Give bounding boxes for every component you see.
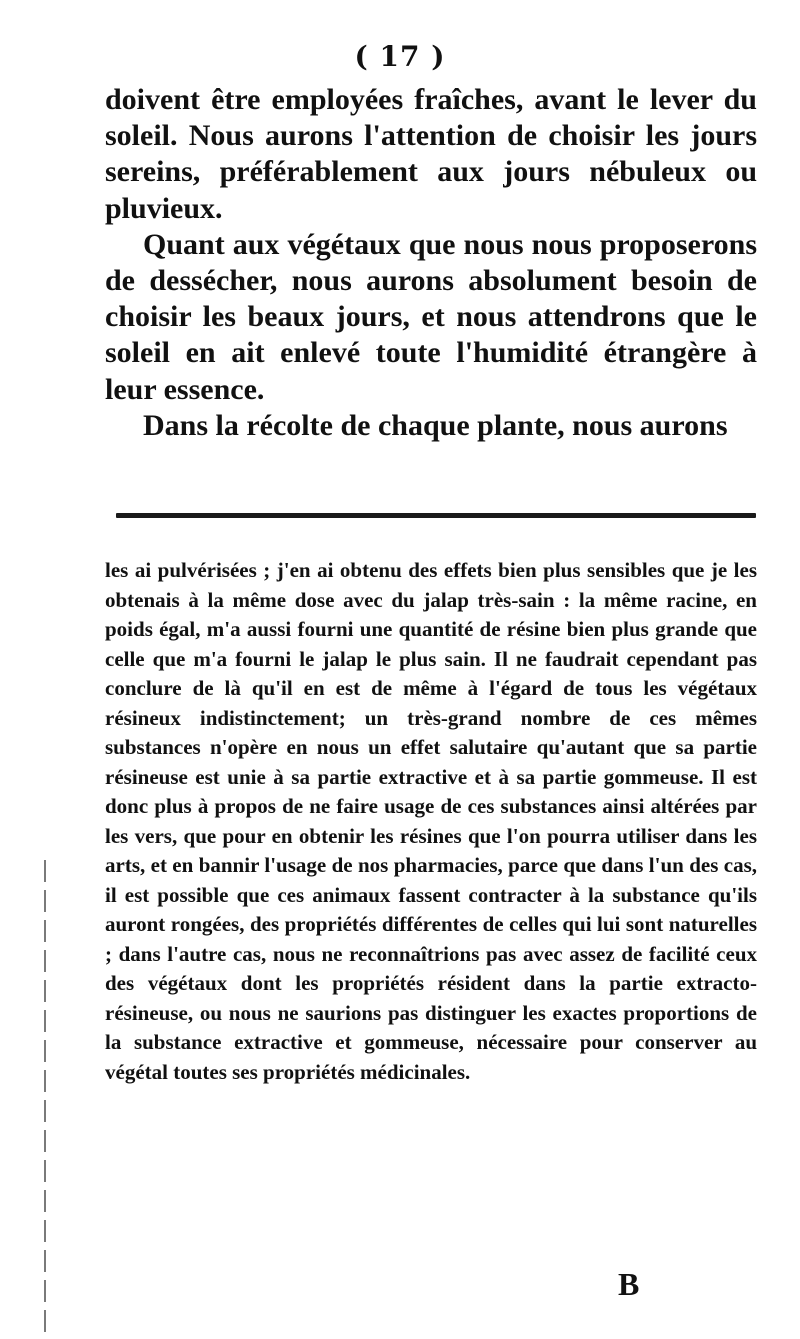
signature-mark: B [618,1266,640,1302]
body-paragraph-1: doivent être employées fraîches, avant le lever du soleil. Nous aurons l'attention de choisir les jours sereins, préférablement aux jours nébuleux ou pluvieux. [105,83,757,225]
footnote-separator-rule [116,513,756,518]
binding-margin-line [44,860,46,1339]
footnote [105,556,757,1087]
page-number: ( 17 ) [354,40,446,73]
footnote-text: les ai pulvérisées ; j'en ai obtenu des effets bien plus sensibles que je les obtenais à la même dose avec du jalap très-sain : la même racine, en poids égal, m'a aussi fourni une quantité de résine bien plus grande que celle que m'a fourni le jalap le plus sain. Il ne faudrait cependant pas conclure de là qu'il en est de même à l'égard de tous les végétaux résineux indistinctement; un très-grand nombre de ces mêmes substances n'opère en nous un effet salutaire qu'autant que sa partie résineuse est unie à sa partie extractive et à sa partie gommeuse. Il est donc plus à propos de ne faire usage de ces substances ainsi altérées par les vers, que pour en obtenir les résines que l'on pourra utiliser dans les arts, et en bannir l'usage de nos pharmacies, parce que dans l'un des cas, il est possible que ces animaux fassent contracter à la substance qu'ils auront rongées, des propriétés différentes de celles qui lui sont naturelles ; dans l'autre cas, nous ne reconnaîtrions pas avec assez de facilité ceux des végétaux dont les propriétés résident dans la partie extracto-résineuse, ou nous ne saurions pas distinguer les exactes proportions de la substance extractive et gommeuse, nécessaire pour conserver au végétal toutes ses propriétés médicinales. [105,558,757,1084]
body-paragraph-3: Dans la récolte de chaque plante, nous aurons [143,408,728,442]
body-paragraph-2: Quant aux végétaux que nous nous proposerons de dessécher, nous aurons absolument besoin de choisir les beaux jours, et nous attendrons que le soleil en ait enlevé toute l'humidité étrangère à leur essence. [105,227,757,406]
main-text [105,82,757,444]
